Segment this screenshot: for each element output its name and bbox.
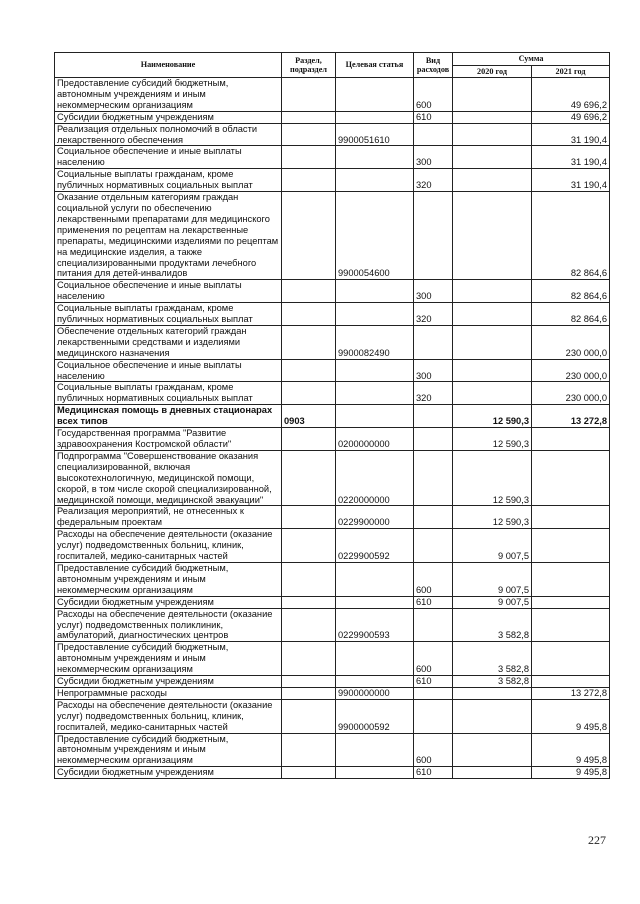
cell-target: 9900000592: [336, 699, 414, 733]
cell-amount-2021: 230 000,0: [532, 325, 610, 359]
cell-kind: 610: [414, 767, 453, 779]
table-row: [55, 382, 610, 405]
cell-name: Медицинская помощь в дневных стационарах всех типов: [55, 405, 282, 428]
table-row: [55, 733, 610, 767]
cell-kind: 610: [414, 596, 453, 608]
cell-amount-2020: [453, 123, 532, 146]
cell-section: [282, 146, 336, 169]
cell-amount-2021: 49 696,2: [532, 78, 610, 112]
cell-amount-2020: [453, 325, 532, 359]
header-sum: Сумма: [453, 53, 610, 66]
cell-amount-2020: 12 590,3: [453, 450, 532, 506]
cell-target: 9900082490: [336, 325, 414, 359]
cell-name: Субсидии бюджетным учреждениям: [55, 676, 282, 688]
table-row: [55, 608, 610, 642]
cell-target: [336, 767, 414, 779]
table-row: [55, 280, 610, 303]
cell-amount-2020: [453, 767, 532, 779]
table-row: [55, 111, 610, 123]
budget-table: [54, 52, 610, 779]
cell-target: [336, 78, 414, 112]
table-row: [55, 428, 610, 451]
cell-name: Подпрограмма "Совершенствование оказания специализированной, включая высокотехнологичную, медицинской помощи, скорой, в том числе скорой специализированной, медицинской помощи, медицинской эвакуации": [55, 450, 282, 506]
table-row: [55, 169, 610, 192]
cell-kind: 300: [414, 146, 453, 169]
table-row: [55, 405, 610, 428]
cell-kind: 300: [414, 359, 453, 382]
cell-name: Социальные выплаты гражданам, кроме публичных нормативных социальных выплат: [55, 303, 282, 326]
cell-target: [336, 303, 414, 326]
cell-section: [282, 428, 336, 451]
header-kind: Вид расходов: [414, 53, 453, 78]
cell-target: 0200000000: [336, 428, 414, 451]
cell-amount-2021: [532, 596, 610, 608]
table-row: [55, 123, 610, 146]
cell-target: 9900000000: [336, 687, 414, 699]
cell-amount-2020: 12 590,3: [453, 405, 532, 428]
table-row: [55, 529, 610, 563]
header-year-2021: 2021 год: [532, 65, 610, 78]
cell-kind: [414, 325, 453, 359]
cell-amount-2020: [453, 78, 532, 112]
cell-name: Государственная программа "Развитие здравоохранения Костромской области": [55, 428, 282, 451]
cell-amount-2020: [453, 303, 532, 326]
cell-amount-2021: [532, 428, 610, 451]
cell-amount-2021: 13 272,8: [532, 687, 610, 699]
cell-name: Субсидии бюджетным учреждениям: [55, 767, 282, 779]
cell-section: [282, 359, 336, 382]
cell-kind: 600: [414, 562, 453, 596]
cell-name: Расходы на обеспечение деятельности (оказание услуг) подведомственных больниц, клиник, госпиталей, медико-санитарных частей: [55, 699, 282, 733]
cell-kind: [414, 405, 453, 428]
cell-target: 0229900592: [336, 529, 414, 563]
table-row: [55, 325, 610, 359]
cell-target: 9900051610: [336, 123, 414, 146]
cell-kind: [414, 123, 453, 146]
cell-target: [336, 359, 414, 382]
cell-target: [336, 676, 414, 688]
cell-amount-2021: [532, 676, 610, 688]
cell-amount-2020: 12 590,3: [453, 428, 532, 451]
cell-target: 0220000000: [336, 450, 414, 506]
cell-amount-2020: [453, 111, 532, 123]
cell-section: [282, 529, 336, 563]
cell-name: Социальное обеспечение и иные выплаты населению: [55, 280, 282, 303]
header-year-2020: 2020 год: [453, 65, 532, 78]
cell-amount-2020: [453, 359, 532, 382]
cell-kind: 300: [414, 280, 453, 303]
cell-amount-2020: 9 007,5: [453, 562, 532, 596]
cell-section: [282, 169, 336, 192]
cell-section: [282, 608, 336, 642]
cell-name: Реализация отдельных полномочий в области лекарственного обеспечения: [55, 123, 282, 146]
cell-amount-2021: [532, 450, 610, 506]
cell-name: Социальные выплаты гражданам, кроме публичных нормативных социальных выплат: [55, 169, 282, 192]
table-body: [55, 78, 610, 779]
table-row: [55, 192, 610, 280]
page-number: 227: [588, 833, 606, 847]
cell-section: 0903: [282, 405, 336, 428]
table-header-row: [55, 53, 610, 66]
table-row: [55, 699, 610, 733]
cell-section: [282, 280, 336, 303]
header-name: Наименование: [55, 53, 282, 78]
cell-target: [336, 280, 414, 303]
cell-section: [282, 562, 336, 596]
cell-section: [282, 596, 336, 608]
table-row: [55, 506, 610, 529]
cell-amount-2021: 13 272,8: [532, 405, 610, 428]
cell-amount-2020: 3 582,8: [453, 608, 532, 642]
cell-amount-2021: [532, 506, 610, 529]
cell-kind: [414, 428, 453, 451]
cell-amount-2021: 9 495,8: [532, 733, 610, 767]
cell-section: [282, 111, 336, 123]
cell-name: Расходы на обеспечение деятельности (оказание услуг) подведомственных поликлиник, амбулаторий, диагностических центров: [55, 608, 282, 642]
cell-section: [282, 676, 336, 688]
cell-amount-2021: 9 495,8: [532, 699, 610, 733]
cell-kind: 600: [414, 78, 453, 112]
header-section: Раздел, подраздел: [282, 53, 336, 78]
cell-kind: 610: [414, 111, 453, 123]
cell-section: [282, 450, 336, 506]
cell-kind: 600: [414, 733, 453, 767]
cell-amount-2021: [532, 642, 610, 676]
cell-kind: 610: [414, 676, 453, 688]
cell-amount-2020: [453, 687, 532, 699]
cell-section: [282, 733, 336, 767]
cell-target: [336, 642, 414, 676]
cell-amount-2021: 49 696,2: [532, 111, 610, 123]
cell-name: Расходы на обеспечение деятельности (оказание услуг) подведомственных больниц, клиник, госпиталей, медико-санитарных частей: [55, 529, 282, 563]
cell-amount-2020: [453, 699, 532, 733]
cell-kind: [414, 699, 453, 733]
cell-amount-2021: 31 190,4: [532, 169, 610, 192]
cell-kind: 320: [414, 169, 453, 192]
cell-amount-2020: [453, 280, 532, 303]
cell-name: Предоставление субсидий бюджетным, автономным учреждениям и иным некоммерческим организациям: [55, 78, 282, 112]
table-row: [55, 359, 610, 382]
cell-amount-2020: [453, 146, 532, 169]
cell-amount-2020: 12 590,3: [453, 506, 532, 529]
cell-amount-2021: 31 190,4: [532, 123, 610, 146]
cell-amount-2021: 82 864,6: [532, 303, 610, 326]
cell-section: [282, 382, 336, 405]
cell-target: [336, 562, 414, 596]
cell-amount-2020: [453, 733, 532, 767]
cell-kind: [414, 450, 453, 506]
cell-target: [336, 382, 414, 405]
cell-amount-2020: 3 582,8: [453, 642, 532, 676]
cell-name: Обеспечение отдельных категорий граждан лекарственными средствами и изделиями медицинского назначения: [55, 325, 282, 359]
cell-amount-2021: [532, 562, 610, 596]
cell-name: Непрограммные расходы: [55, 687, 282, 699]
table-row: [55, 642, 610, 676]
cell-amount-2021: 230 000,0: [532, 359, 610, 382]
table-row: [55, 596, 610, 608]
cell-kind: 320: [414, 303, 453, 326]
table-row: [55, 767, 610, 779]
cell-name: Предоставление субсидий бюджетным, автономным учреждениям и иным некоммерческим организациям: [55, 642, 282, 676]
cell-name: Социальное обеспечение и иные выплаты населению: [55, 359, 282, 382]
table-row: [55, 676, 610, 688]
cell-section: [282, 767, 336, 779]
header-target: Целевая статья: [336, 53, 414, 78]
cell-target: [336, 733, 414, 767]
cell-amount-2020: 9 007,5: [453, 529, 532, 563]
cell-amount-2020: [453, 382, 532, 405]
cell-target: [336, 596, 414, 608]
cell-amount-2021: 9 495,8: [532, 767, 610, 779]
cell-target: 0229900593: [336, 608, 414, 642]
table-row: [55, 146, 610, 169]
cell-amount-2021: 82 864,6: [532, 192, 610, 280]
table-row: [55, 562, 610, 596]
cell-target: 9900054600: [336, 192, 414, 280]
cell-target: [336, 169, 414, 192]
cell-name: Предоставление субсидий бюджетным, автономным учреждениям и иным некоммерческим организациям: [55, 562, 282, 596]
cell-section: [282, 506, 336, 529]
cell-name: Предоставление субсидий бюджетным, автономным учреждениям и иным некоммерческим организациям: [55, 733, 282, 767]
cell-amount-2020: 9 007,5: [453, 596, 532, 608]
cell-name: Социальные выплаты гражданам, кроме публичных нормативных социальных выплат: [55, 382, 282, 405]
cell-kind: 600: [414, 642, 453, 676]
cell-amount-2021: 82 864,6: [532, 280, 610, 303]
cell-section: [282, 687, 336, 699]
cell-name: Оказание отдельным категориям граждан социальной услуги по обеспечению лекарственными препаратами для медицинского применения по рецептам на лекарственные препараты, медицинскими изделиями по рецептам на медицинские изделия, а также специализированными продуктами лечебного питания для детей-инвалидов: [55, 192, 282, 280]
cell-section: [282, 325, 336, 359]
cell-target: [336, 111, 414, 123]
cell-kind: [414, 608, 453, 642]
cell-kind: [414, 529, 453, 563]
cell-amount-2020: [453, 169, 532, 192]
cell-amount-2020: [453, 192, 532, 280]
cell-amount-2021: 31 190,4: [532, 146, 610, 169]
table-row: [55, 303, 610, 326]
cell-name: Субсидии бюджетным учреждениям: [55, 596, 282, 608]
cell-amount-2021: [532, 529, 610, 563]
table-row: [55, 450, 610, 506]
table-row: [55, 687, 610, 699]
cell-kind: 320: [414, 382, 453, 405]
cell-section: [282, 303, 336, 326]
cell-section: [282, 123, 336, 146]
cell-kind: [414, 506, 453, 529]
cell-name: Социальное обеспечение и иные выплаты населению: [55, 146, 282, 169]
cell-kind: [414, 687, 453, 699]
cell-section: [282, 78, 336, 112]
cell-target: [336, 146, 414, 169]
cell-name: Субсидии бюджетным учреждениям: [55, 111, 282, 123]
cell-target: [336, 405, 414, 428]
cell-section: [282, 699, 336, 733]
cell-name: Реализация мероприятий, не отнесенных к федеральным проектам: [55, 506, 282, 529]
cell-amount-2020: 3 582,8: [453, 676, 532, 688]
cell-kind: [414, 192, 453, 280]
cell-section: [282, 192, 336, 280]
cell-amount-2021: [532, 608, 610, 642]
cell-target: 0229900000: [336, 506, 414, 529]
cell-section: [282, 642, 336, 676]
cell-amount-2021: 230 000,0: [532, 382, 610, 405]
table-row: [55, 78, 610, 112]
